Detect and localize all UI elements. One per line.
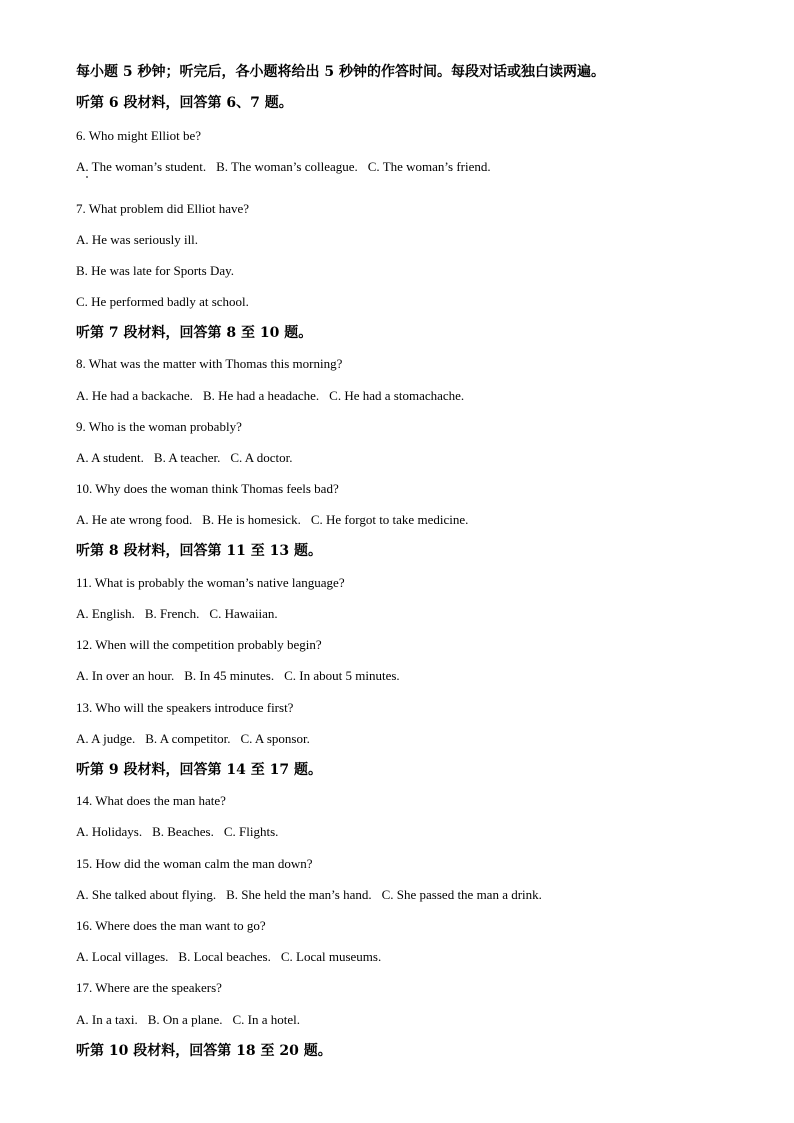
section-heading: 听第 10 段材料，回答第 18 至 20 题。	[76, 1043, 332, 1059]
option-c: C. A sponsor.	[240, 731, 310, 746]
option-b: B. French.	[144, 606, 200, 621]
option-a: A. The woman’s student.	[76, 159, 207, 174]
option-b: B. A competitor.	[145, 731, 231, 746]
option-b: B. He was late for Sports Day.	[76, 263, 235, 278]
option-b: B. The woman’s colleague.	[216, 159, 358, 174]
option-a: A. He was seriously ill.	[76, 232, 199, 247]
instructions-text: 每小题 5 秒钟；听完后，各小题将给出 5 秒钟的作答时间。每段对话或独白读两遍。	[76, 64, 605, 80]
option-b: B. Beaches.	[152, 824, 214, 839]
question-text: 8. What was the matter with Thomas this morning?	[76, 356, 343, 371]
question-text: 12. When will the competition probably begin?	[76, 637, 322, 652]
section-heading: 听第 6 段材料，回答第 6、7 题。	[76, 95, 293, 111]
answer-options	[76, 731, 310, 747]
question-text: 17. Where are the speakers?	[76, 980, 222, 995]
option-a: A. In over an hour.	[76, 668, 175, 683]
option-c: C. A doctor.	[230, 450, 293, 465]
section-heading: 听第 8 段材料，回答第 11 至 13 题。	[76, 543, 322, 559]
option-a: A. In a taxi.	[76, 1012, 138, 1027]
option-c: C. In about 5 minutes.	[284, 668, 400, 683]
answer-options	[76, 887, 542, 903]
option-a: A. A judge.	[76, 731, 136, 746]
section-heading: 听第 9 段材料，回答第 14 至 17 题。	[76, 762, 322, 778]
option-c: C. He forgot to take medicine.	[310, 512, 469, 527]
question-text: 9. Who is the woman probably?	[76, 419, 242, 434]
question-text: 10. Why does the woman think Thomas feels bad?	[76, 481, 339, 496]
option-b: B. In 45 minutes.	[184, 668, 275, 683]
option-c: C. He had a stomachache.	[329, 388, 465, 403]
question-text: 7. What problem did Elliot have?	[76, 201, 250, 216]
question-text: 16. Where does the man want to go?	[76, 918, 266, 933]
option-b: B. Local beaches.	[178, 949, 271, 964]
option-c: C. The woman’s friend.	[367, 159, 491, 174]
option-a: A. She talked about flying.	[76, 887, 217, 902]
option-c: C. In a hotel.	[232, 1012, 300, 1027]
stray-dot-mark	[86, 176, 88, 178]
option-b: B. A teacher.	[153, 450, 221, 465]
option-c: C. Hawaiian.	[209, 606, 278, 621]
option-b: B. She held the man’s hand.	[226, 887, 372, 902]
option-c: C. Flights.	[223, 824, 279, 839]
answer-options	[76, 450, 292, 466]
option-c: C. She passed the man a drink.	[381, 887, 542, 902]
question-text: 13. Who will the speakers introduce first?	[76, 700, 294, 715]
section-heading: 听第 7 段材料，回答第 8 至 10 题。	[76, 325, 313, 341]
answer-options	[76, 668, 400, 684]
option-a: A. He ate wrong food.	[76, 512, 193, 527]
answer-options	[76, 388, 464, 404]
option-b: B. He is homesick.	[202, 512, 301, 527]
option-c: C. He performed badly at school.	[76, 294, 249, 309]
answer-options	[76, 606, 278, 622]
option-a: A. Local villages.	[76, 949, 169, 964]
option-b: B. He had a headache.	[202, 388, 320, 403]
question-text: 6. Who might Elliot be?	[76, 128, 202, 143]
option-a: A. Holidays.	[76, 824, 143, 839]
option-a: A. A student.	[76, 450, 144, 465]
answer-options	[76, 1012, 300, 1028]
option-a: A. English.	[76, 606, 135, 621]
question-text: 14. What does the man hate?	[76, 793, 226, 808]
answer-options	[76, 949, 381, 965]
question-text: 11. What is probably the woman’s native language?	[76, 575, 345, 590]
option-b: B. On a plane.	[147, 1012, 223, 1027]
answer-options	[76, 512, 468, 528]
answer-options	[76, 824, 278, 840]
option-a: A. He had a backache.	[76, 388, 193, 403]
question-text: 15. How did the woman calm the man down?	[76, 856, 313, 871]
answer-options	[76, 159, 491, 175]
option-c: C. Local museums.	[280, 949, 382, 964]
